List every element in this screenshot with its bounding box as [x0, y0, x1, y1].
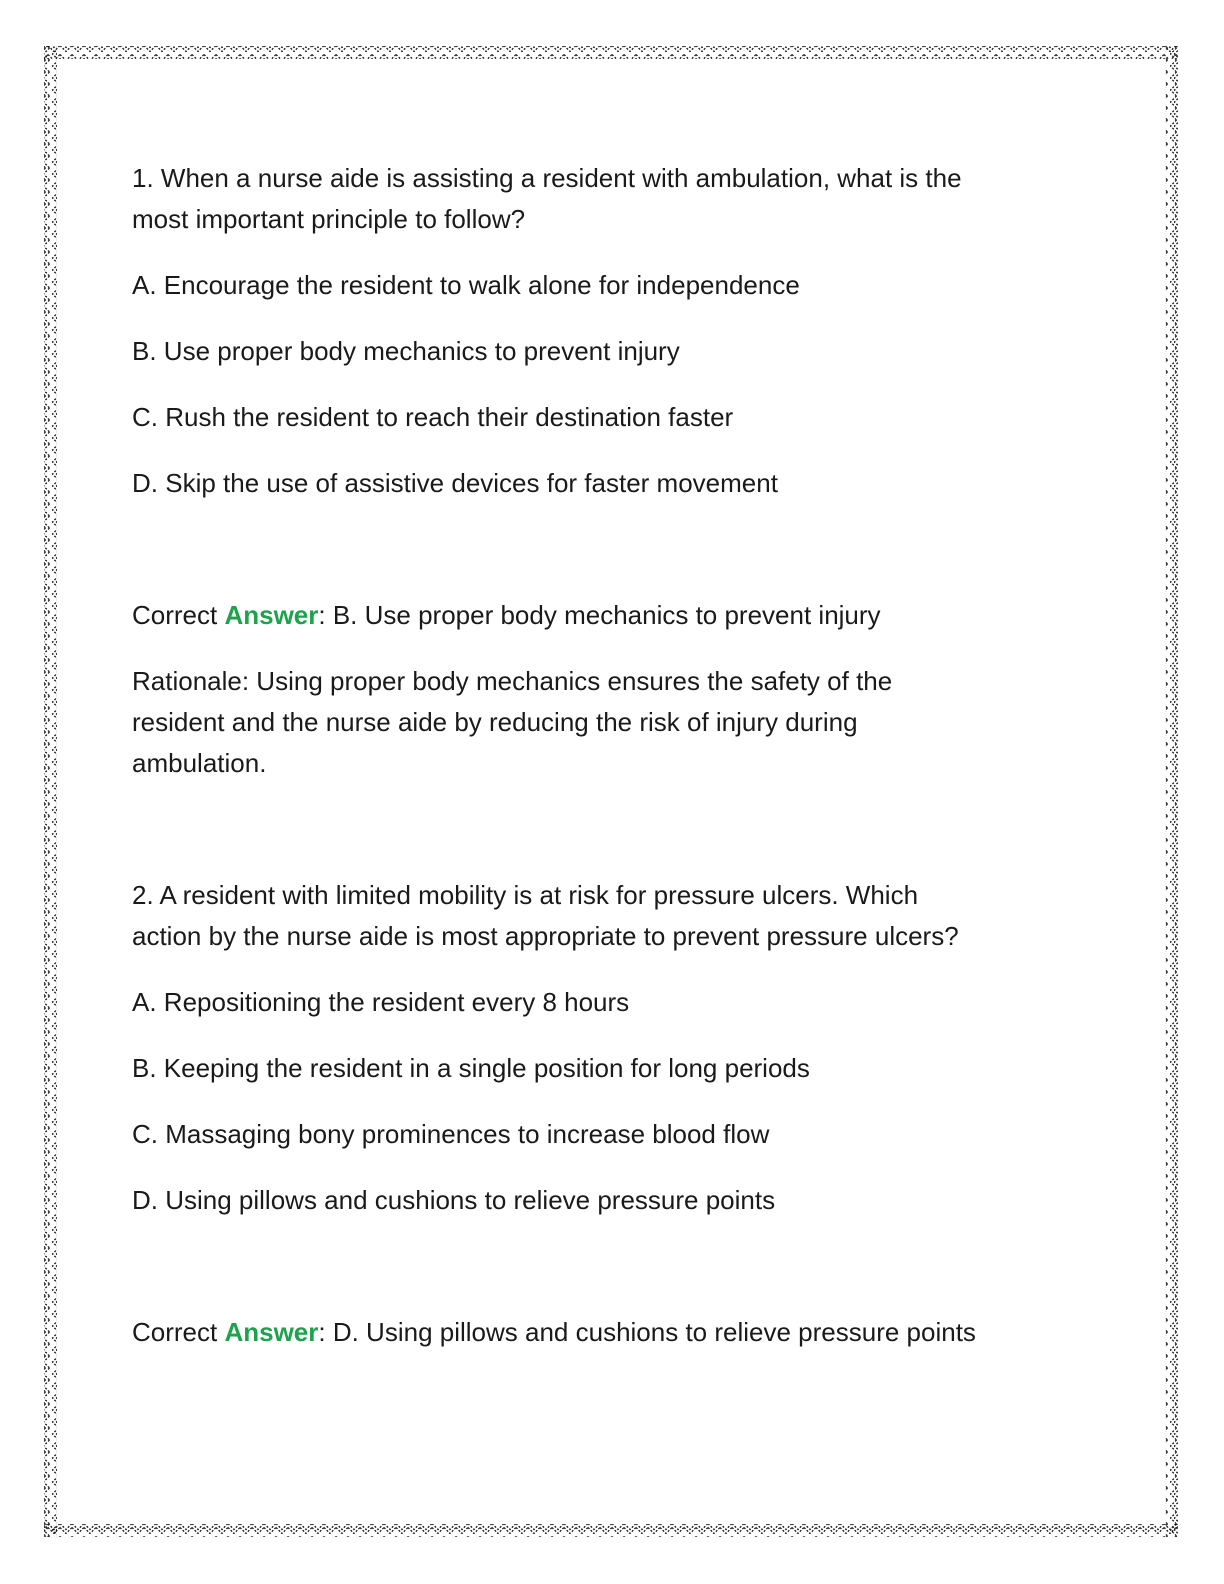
answer-highlight: Answer: [224, 1317, 319, 1347]
blank-line: [132, 1246, 1080, 1312]
question-2-text: [132, 875, 1080, 957]
rationale-line-1: Rationale: Using proper body mechanics ensures the safety of the: [132, 666, 893, 696]
correct-answer-text: : B. Use proper body mechanics to prevent injury: [318, 600, 881, 630]
answer-highlight: Answer: [224, 600, 319, 630]
question-1-text: [132, 158, 1080, 240]
rationale-line-3: ambulation.: [132, 748, 267, 778]
document-content: [132, 158, 1080, 1378]
blank-line: [132, 529, 1080, 595]
correct-answer-text: : D. Using pillows and cushions to relieve pressure points: [318, 1317, 976, 1347]
question-1-correct-answer: [132, 595, 1080, 636]
border-top-edge: [44, 46, 1178, 59]
question-1-line-1: 1. When a nurse aide is assisting a resident with ambulation, what is the: [132, 163, 962, 193]
question-2-line-2: action by the nurse aide is most appropriate to prevent pressure ulcers?: [132, 921, 959, 951]
question-2-option-b: B. Keeping the resident in a single position for long periods: [132, 1053, 810, 1083]
question-1-rationale: [132, 661, 1080, 784]
question-1-option-b: B. Use proper body mechanics to prevent injury: [132, 336, 680, 366]
question-1-line-2: most important principle to follow?: [132, 204, 526, 234]
question-1-option-c: C. Rush the resident to reach their destination faster: [132, 402, 734, 432]
border-right-edge: [1165, 46, 1178, 1537]
question-2-line-1: 2. A resident with limited mobility is at risk for pressure ulcers. Which: [132, 880, 919, 910]
question-1-option-d: D. Skip the use of assistive devices for faster movement: [132, 468, 778, 498]
correct-answer-prefix: Correct: [132, 600, 225, 630]
question-2-option-d: D. Using pillows and cushions to relieve pressure points: [132, 1185, 776, 1215]
rationale-line-2: resident and the nurse aide by reducing the risk of injury during: [132, 707, 858, 737]
question-2-correct-answer: [132, 1312, 1080, 1353]
blank-line: [132, 809, 1080, 875]
border-bottom-edge: [44, 1524, 1178, 1537]
question-2-option-c: C. Massaging bony prominences to increase blood flow: [132, 1119, 770, 1149]
border-left-edge: [44, 46, 57, 1537]
question-1-option-a: A. Encourage the resident to walk alone for independence: [132, 270, 800, 300]
correct-answer-prefix: Correct: [132, 1317, 225, 1347]
question-2-option-a: A. Repositioning the resident every 8 hours: [132, 987, 630, 1017]
